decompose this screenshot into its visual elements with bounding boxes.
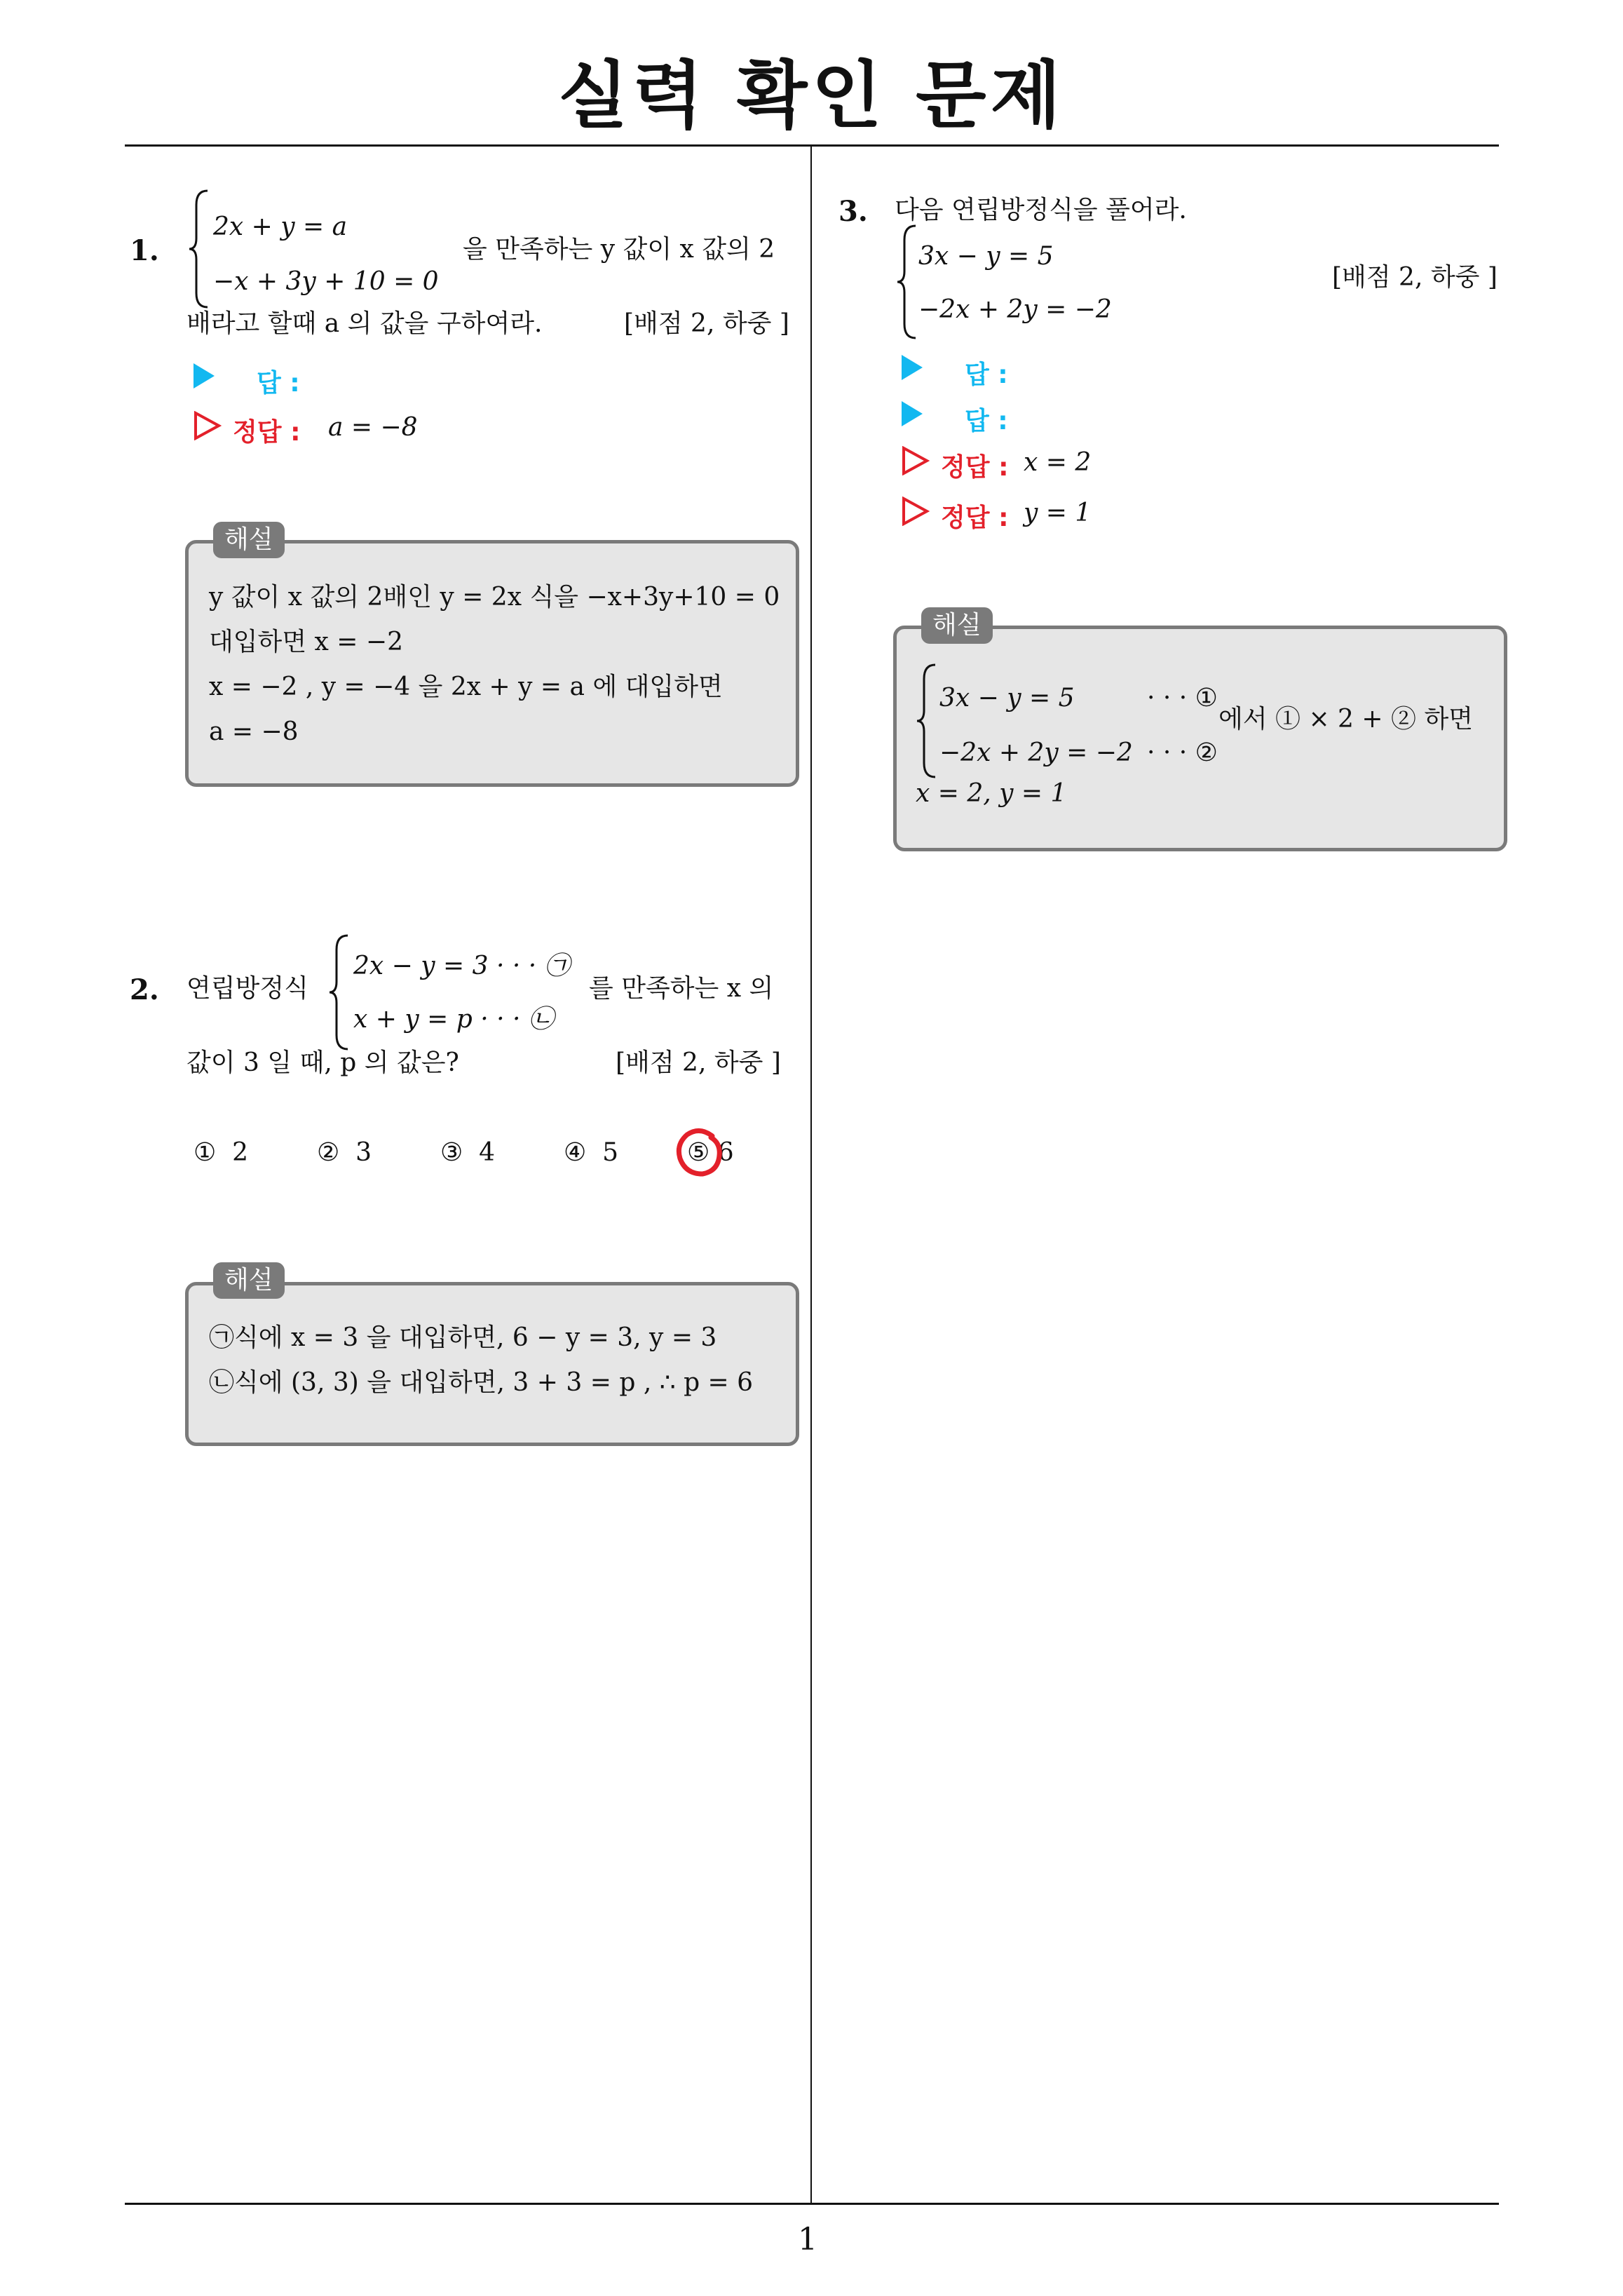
q1-equation-1: 2x + y = a xyxy=(213,212,348,241)
q2-explanation-line-1: ㉠식에 x = 3 을 대입하면, 6 − y = 3, y = 3 xyxy=(209,1323,717,1352)
q1-answer-label: 답 : xyxy=(257,369,300,398)
q2-choice-2[interactable]: ② 3 xyxy=(317,1138,372,1167)
q2-choice-5[interactable]: ⑤ 6 xyxy=(687,1138,734,1167)
q2-explanation-line-2: ㉡식에 (3, 3) 을 대입하면, 3 + 3 = p , ∴ p = 6 xyxy=(209,1368,754,1397)
q2-equation-2: x + y = p · · · ㉡ xyxy=(353,1005,554,1034)
q3-explanation-eq-2: −2x + 2y = −2 xyxy=(939,738,1133,767)
q3-explanation-text: 에서 ① × 2 + ② 하면 xyxy=(1218,705,1473,734)
q3-explanation-brace xyxy=(914,662,942,780)
q2-equation-1: 2x − y = 3 · · · ㉠ xyxy=(353,952,570,980)
page-number: 1 xyxy=(798,2222,817,2257)
q1-brace xyxy=(186,188,215,310)
q1-explanation-line-1: y 값이 x 값의 2배인 y = 2x 식을 −x+3y+10 = 0 xyxy=(209,583,780,612)
q3-answer-triangle-icon-2 xyxy=(902,401,923,426)
q1-correct-label: 정답 : xyxy=(233,418,301,447)
q3-explanation-tag: 해설 xyxy=(921,607,993,644)
q3-correct-value-1: x = 2 xyxy=(1024,448,1092,477)
q3-correct-triangle-icon-1 xyxy=(902,446,930,478)
q1-equation-2: −x + 3y + 10 = 0 xyxy=(213,267,439,296)
q2-explanation-box xyxy=(185,1282,799,1446)
q2-choice-4[interactable]: ④ 5 xyxy=(564,1138,619,1167)
q2-lead: 연립방정식 xyxy=(186,974,308,1003)
column-divider xyxy=(810,144,812,2204)
q3-score: [배점 2, 하중 ] xyxy=(1332,263,1498,292)
q2-stem: 를 만족하는 x 의 xyxy=(589,974,774,1003)
q1-correct-value: a = −8 xyxy=(328,413,418,442)
q1-explanation-box xyxy=(185,540,799,787)
page-title: 실력 확인 문제 xyxy=(557,53,1066,138)
q3-equation-1: 3x − y = 5 xyxy=(918,242,1054,271)
q3-explanation-eq-2-ref: · · · ② xyxy=(1147,738,1218,767)
q1-answer-triangle-icon xyxy=(193,363,215,389)
q2-explanation-tag: 해설 xyxy=(213,1262,285,1299)
q3-equation-2: −2x + 2y = −2 xyxy=(918,295,1112,324)
q3-explanation-result: x = 2, y = 1 xyxy=(916,779,1067,808)
q3-correct-label-1: 정답 : xyxy=(941,453,1009,482)
q2-choice-1[interactable]: ① 2 xyxy=(193,1138,249,1167)
q3-answer-triangle-icon-1 xyxy=(902,355,923,380)
q1-explanation-line-4: a = −8 xyxy=(209,717,299,746)
q2-number: 2. xyxy=(130,973,159,1006)
q3-answer-label-1: 답 : xyxy=(965,360,1008,389)
q3-stem: 다음 연립방정식을 풀어라. xyxy=(895,196,1187,224)
q1-correct-triangle-icon xyxy=(193,411,222,443)
q1-explanation-line-2: 대입하면 x = −2 xyxy=(209,628,403,656)
q1-stem-line2: 배라고 할때 a 의 값을 구하여라. xyxy=(186,309,543,338)
q1-explanation-line-3: x = −2 , y = −4 을 2x + y = a 에 대입하면 xyxy=(209,673,723,701)
q3-answer-label-2: 답 : xyxy=(965,407,1008,435)
q2-brace xyxy=(327,933,355,1052)
header-rule xyxy=(125,144,1499,147)
q2-selected-answer-circle-icon xyxy=(674,1128,725,1184)
q3-correct-label-2: 정답 : xyxy=(941,504,1009,532)
q1-score: [배점 2, 하중 ] xyxy=(624,309,789,338)
q3-explanation-eq-1-ref: · · · ① xyxy=(1147,684,1218,713)
footer-rule xyxy=(125,2203,1499,2205)
q3-correct-value-2: y = 1 xyxy=(1024,499,1092,527)
q3-correct-triangle-icon-2 xyxy=(902,497,930,529)
q2-choice-3[interactable]: ③ 4 xyxy=(440,1138,496,1167)
q3-number: 3. xyxy=(838,195,868,228)
q1-number: 1. xyxy=(130,234,159,267)
q1-stem: 을 만족하는 y 값이 x 값의 2 xyxy=(463,235,775,264)
q2-stem-line2: 값이 3 일 때, p 의 값은? xyxy=(186,1048,459,1077)
q3-explanation-eq-1: 3x − y = 5 xyxy=(939,684,1075,713)
q2-score: [배점 2, 하중 ] xyxy=(616,1048,781,1077)
q1-explanation-tag: 해설 xyxy=(213,522,285,558)
